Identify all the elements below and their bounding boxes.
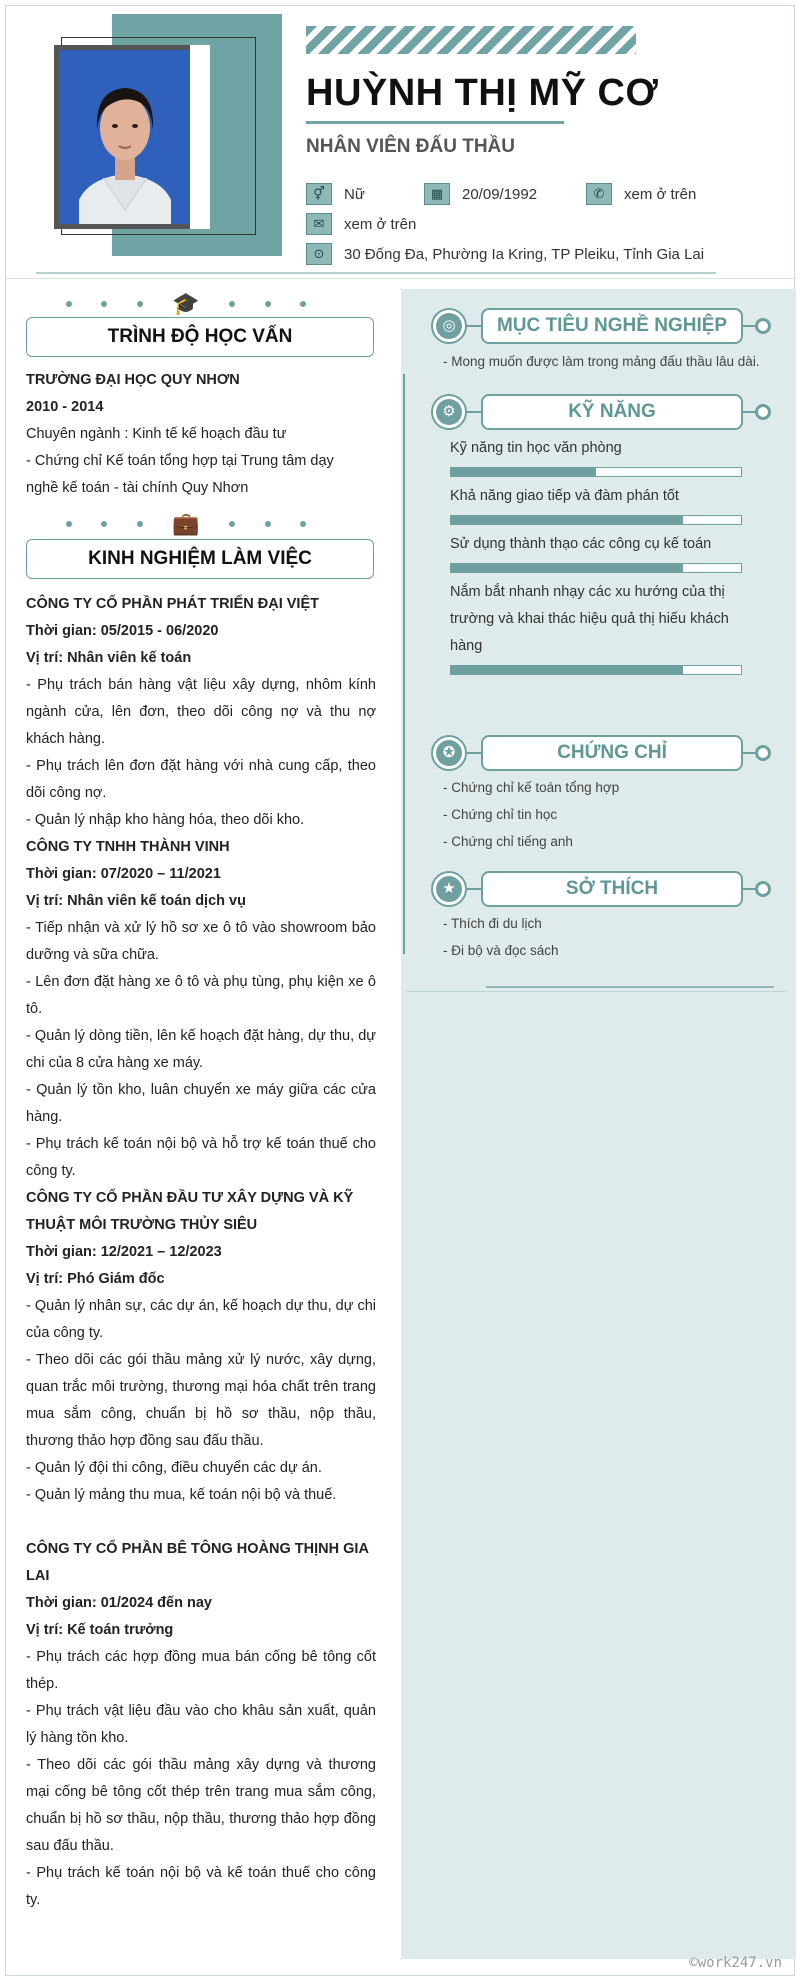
gender-icon: ⚥	[306, 183, 332, 205]
star-icon: ★	[436, 876, 462, 902]
certificates-heading: CHỨNG CHỈ	[481, 735, 743, 771]
briefcase-icon: 💼	[172, 511, 200, 536]
gear-icon: ⚙	[436, 399, 462, 425]
cv-page	[5, 5, 795, 1976]
job-duty: - Phụ trách vật liệu đầu vào cho khâu sản xuất, quản lý hàng tồn kho.	[26, 1703, 376, 1746]
skill-label: Khả năng giao tiếp và đàm phán tốt	[450, 488, 679, 504]
school-name: TRƯỜNG ĐẠI HỌC QUY NHƠN	[26, 372, 240, 388]
skill-label: Nắm bắt nhanh nhạy các xu hướng của thị trường và khai thác hiệu quả thị hiếu khách hàng	[450, 584, 729, 654]
job-2	[26, 834, 376, 1185]
job-position: Vị trí: Phó Giám đốc	[26, 1271, 165, 1287]
certificate-item: - Chứng chỉ tiếng anh	[443, 834, 573, 849]
watermark: ©work247.vn	[689, 1955, 782, 1971]
contact-gender	[306, 183, 365, 205]
mail-icon: ✉	[306, 213, 332, 235]
certificate-item: - Chứng chỉ tin học	[443, 807, 558, 822]
job-duty: - Phụ trách các hợp đồng mua bán cống bê tông cốt thép.	[26, 1649, 376, 1692]
job-company: CÔNG TY CỔ PHẦN PHÁT TRIỂN ĐẠI VIỆT	[26, 596, 319, 612]
job-duty: - Phụ trách kế toán nội bộ và kế toán thuế cho công ty.	[26, 1865, 376, 1908]
job-position: Vị trí: Nhân viên kế toán dịch vụ	[26, 893, 246, 909]
address-value: 30 Đống Đa, Phường Ia Kring, TP Pleiku, Tỉnh Gia Lai	[344, 245, 705, 263]
skill-bar	[450, 665, 742, 675]
education-years: 2010 - 2014	[26, 399, 104, 415]
job-duty: - Phụ trách kế toán nội bộ và hỗ trợ kế toán thuế cho công ty.	[26, 1136, 376, 1179]
header-divider-thin	[6, 278, 796, 279]
skill-bar	[450, 515, 742, 525]
job-company: CÔNG TY CỔ PHẦN ĐẦU TƯ XÂY DỰNG VÀ KỸ THUẬT MÔI TRƯỜNG THỦY SIÊU	[26, 1190, 354, 1233]
hobbies-heading: SỞ THÍCH	[481, 871, 743, 907]
phone-value: xem ở trên	[624, 185, 697, 203]
job-spacer	[26, 1509, 376, 1536]
job-time: Thời gian: 12/2021 – 12/2023	[26, 1244, 222, 1260]
certificates-icon-badge	[431, 735, 467, 771]
right-panel-vertical-line	[403, 374, 405, 954]
contact-address	[306, 243, 704, 265]
job-time: Thời gian: 05/2015 - 06/2020	[26, 623, 219, 639]
right-divider-thin	[406, 991, 786, 992]
contact-birthday	[424, 183, 537, 205]
education-certificate-line2: nghề kế toán - tài chính Quy Nhơn	[26, 480, 249, 496]
job-duty: - Quản lý đội thi công, điều chuyển các dự án.	[26, 1460, 322, 1476]
gender-value: Nữ	[344, 185, 365, 203]
hobby-item: - Thích đi du lịch	[443, 916, 542, 931]
job-company: CÔNG TY CỔ PHẦN BÊ TÔNG HOÀNG THỊNH GIA LAI	[26, 1541, 369, 1584]
medal-icon: ✪	[436, 740, 462, 766]
job-position: Vị trí: Kế toán trưởng	[26, 1622, 174, 1638]
decorative-hatch	[306, 26, 636, 54]
job-duty: - Quản lý tồn kho, luân chuyển xe máy giữa các cửa hàng.	[26, 1082, 376, 1125]
target-icon: ◎	[436, 313, 462, 339]
experience-section	[26, 591, 376, 1914]
photo-side-strip	[190, 45, 210, 229]
job-duty: - Quản lý nhập kho hàng hóa, theo dõi kho.	[26, 812, 305, 828]
birthday-value: 20/09/1992	[462, 185, 538, 203]
job-3	[26, 1185, 376, 1509]
skill-label: Kỹ năng tin học văn phòng	[450, 440, 622, 456]
education-major: Chuyên ngành : Kinh tế kế hoạch đầu tư	[26, 426, 287, 442]
experience-heading: KINH NGHIỆM LÀM VIỆC	[26, 539, 374, 579]
email-value: xem ở trên	[344, 215, 417, 233]
education-section	[26, 367, 376, 502]
job-4	[26, 1536, 376, 1914]
education-heading: TRÌNH ĐỘ HỌC VẤN	[26, 317, 374, 357]
experience-dots	[66, 513, 306, 535]
job-duty: - Phụ trách lên đơn đặt hàng với nhà cung cấp, theo dõi công nợ.	[26, 758, 376, 801]
education-dots	[66, 293, 306, 315]
calendar-icon: ▦	[424, 183, 450, 205]
job-duty: - Theo dõi các gói thầu mảng xử lý nước, xây dựng, quan trắc môi trường, thương mại hóa chất trên trang mua sắm công, chuẩn bị hồ sơ thầu, nộp thầu, thương thảo hợp đồng sau đấu thầu.	[26, 1352, 376, 1449]
location-icon: ⊙	[306, 243, 332, 265]
job-position: Vị trí: Nhân viên kế toán	[26, 650, 192, 666]
job-duty: - Lên đơn đặt hàng xe ô tô và phụ tùng, phụ kiện xe ô tô.	[26, 974, 376, 1017]
graduation-cap-icon: 🎓	[172, 291, 200, 316]
header-divider	[36, 272, 716, 274]
right-divider	[486, 986, 774, 988]
job-company: CÔNG TY TNHH THÀNH VINH	[26, 839, 230, 855]
phone-icon: ✆	[586, 183, 612, 205]
certificate-item: - Chứng chỉ kế toán tổng hợp	[443, 780, 620, 795]
job-duty: - Tiếp nhận và xử lý hồ sơ xe ô tô vào showroom bảo dưỡng và sữa chữa.	[26, 920, 376, 963]
candidate-name: HUỲNH THỊ MỸ CƠ	[306, 72, 659, 114]
hobby-item: - Đi bộ và đọc sách	[443, 943, 559, 958]
contact-email	[306, 213, 416, 235]
education-certificate-line1: - Chứng chỉ Kế toán tổng hợp tại Trung tâm dạy	[26, 453, 334, 469]
contact-phone	[586, 183, 696, 205]
job-duty: - Quản lý mảng thu mua, kế toán nội bộ và thuế.	[26, 1487, 337, 1503]
job-duty: - Quản lý dòng tiền, lên kế hoạch đặt hàng, dự thu, dự chi của 8 cửa hàng xe máy.	[26, 1028, 376, 1071]
profile-photo	[54, 45, 196, 229]
job-time: Thời gian: 07/2020 – 11/2021	[26, 866, 221, 882]
job-duty: - Quản lý nhân sự, các dự án, kế hoạch dự thu, dự chi của công ty.	[26, 1298, 376, 1341]
skills-icon-badge	[431, 394, 467, 430]
objective-icon-badge	[431, 308, 467, 344]
name-underline	[306, 121, 564, 124]
job-duty: - Theo dõi các gói thầu mảng xây dựng và thương mại cống bê tông cốt thép trên trang mua sắm công, chuẩn bị hồ sơ thầu, nộp thầu, thương thảo hợp đồng sau đấu thầu.	[26, 1757, 376, 1854]
skill-label: Sử dụng thành thạo các công cụ kế toán	[450, 536, 712, 552]
job-duty: - Phụ trách bán hàng vật liệu xây dựng, nhôm kính ngành cửa, lên đơn, theo dõi công nợ và thu nợ khách hàng.	[26, 677, 376, 747]
job-1	[26, 591, 376, 834]
skill-bar	[450, 563, 742, 573]
hobbies-icon-badge	[431, 871, 467, 907]
job-title: NHÂN VIÊN ĐẤU THẦU	[306, 136, 515, 157]
objective-heading: MỤC TIÊU NGHỀ NGHIỆP	[481, 308, 743, 344]
job-time: Thời gian: 01/2024 đến nay	[26, 1595, 212, 1611]
skills-heading: KỸ NĂNG	[481, 394, 743, 430]
skill-bar	[450, 467, 742, 477]
objective-text: - Mong muốn được làm trong mảng đấu thầu lâu dài.	[443, 354, 760, 369]
